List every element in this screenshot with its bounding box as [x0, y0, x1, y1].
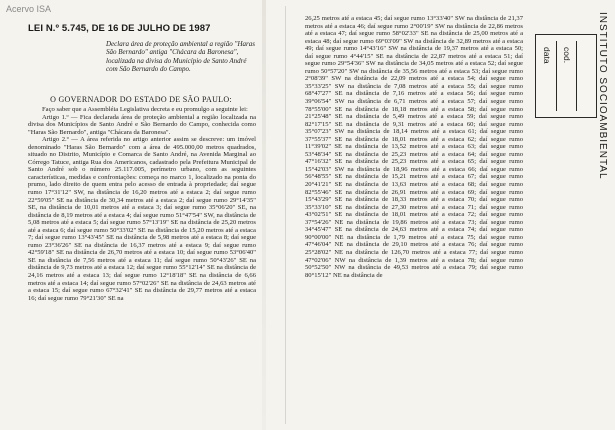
- intro-paragraph: Faço saber que a Assembléia Legislativa decreta e eu promulgo a seguinte lei:: [42, 106, 248, 113]
- column-divider: [285, 6, 286, 424]
- archive-record-box: [535, 34, 597, 118]
- governor-heading: O GOVERNADOR DO ESTADO DE SÃO PAULO:: [50, 95, 232, 104]
- record-code-label: cod.: [562, 47, 572, 64]
- right-column: [305, 15, 523, 428]
- watermark-text: Acervo ISA: [6, 4, 52, 14]
- article-1: Artigo 1.º — Fica declarada área de proteção ambiental a região localizada na divisa dos Municípios de Santo André e São Bernardo do Campo, conhecida como "Haras São Bernardo", antiga "Chácara da Baronesa".: [28, 113, 256, 136]
- record-box-line: [556, 41, 557, 111]
- left-column: [28, 106, 256, 426]
- institute-name: INSTITUTO SOCIOAMBIENTAL: [597, 12, 608, 180]
- record-box-line: [576, 41, 577, 111]
- record-date-label: data: [542, 47, 552, 64]
- law-title: LEI N.º 5.745, DE 16 DE JULHO DE 1987: [28, 23, 211, 34]
- law-summary: Declara área de proteção ambiental a região "Haras São Bernardo" antiga "Chácara da Baronesa", localizada na divisa do Município de Santo André com São Bernardo do Campo.: [106, 40, 255, 74]
- article-2-continuation: 26,25 metros até a estaca 45; daí segue rumo 13°33'40" SW na distância de 21,37 metros até a estaca 46; daí segue rumo 2°00'19" SW na distância de 22,86 metros até a estaca 47; daí segue rumo 58°02'33" SE na distância de 25,00 metros até a estaca 48; daí segue rumo 69°03'09" SW na distância de 32,89 metros até a estaca 49; daí segue rumo 14°43'16" SW na distância de 19,37 metros até a estaca 50; daí segue rumo 4°44'15" SE na distância de 22,87 metros até a estaca 51; daí segue rumo 29°54'36" SW na distância de 34,05 metros até a estaca 52; daí segue rumo 50°57'20" SW na distância de 35,56 metros até a estaca 53; daí segue rumo 2°08'39" SW na distância de 22,09 metros até a estaca 54; daí segue rumo 35°33'25" SW na distância de 7,08 metros até a estaca 55; daí segue rumo 68°47'27" SE na distância de 7,16 metros até a estaca 56; daí segue rumo 39°06'54" SW na distância de 6,71 metros até a estaca 57; daí segue rumo 78°55'00" SE na distância de 18,18 metros até a estaca 58; daí segue rumo 21°25'48" SE na distância de 5,49 metros até a estaca 59; daí segue rumo 82°17'15" SE na distância de 9,31 metros até a estaca 60; daí segue rumo 35°07'23" SW na distância de 18,14 metros até a estaca 61; daí segue rumo 37°55'37" SE na distância de 18,01 metros até a estaca 62; daí segue rumo 11°39'02" SE na distância de 13,52 metros até a estaca 63; daí segue rumo 53°48'34" SE na distância de 25,23 metros até a estaca 64; daí segue rumo 47°16'32" SE na distância de 25,23 metros até a estaca 65; daí segue rumo 15°42'03" SW na distância de 18,96 metros até a estaca 66; daí segue rumo 56°48'55" SE na distância de 15,21 metros até a estaca 67; daí segue rumo 20°41'21" SE na distância de 13,63 metros até a estaca 68; daí segue rumo 82°55'46" SE na distância de 26,91 metros até a estaca 69; daí segue rumo 15°43'29" SE na distância de 18,33 metros até a estaca 70; daí segue rumo 35°33'10" SE na distância de 27,30 metros até a estaca 71; daí segue rumo 43°02'51" SE na distância de 18,01 metros até a estaca 72; daí segue rumo 37°54'26" NE na distância de 19,86 metros até a estaca 73; daí segue rumo 34°45'47" SE na distância de 24,63 metros até a estaca 74; daí segue rumo 90°00'00" NE na distância de 1,79 metros até a estaca 75; daí segue rumo 47°46'04" NE na distância de 29,10 metros até a estaca 76; daí segue rumo 25°28'02" NE na distância de 126,70 metros até a estaca 77; daí segue rumo 47°02'06" NW na distância de 1,39 metros até a estaca 78; daí segue rumo 50°52'50" NW na distância de 49,53 metros até a estaca 79; daí segue rumo 80°15'12" NE na distância de: [305, 15, 523, 279]
- page-fold: [262, 0, 266, 430]
- article-2: Artigo 2.º — A área referida no artigo anterior assim se descreve: um imóvel denominado "Haras São Bernardo" com a área de 495.000,00 metros quadrados, situado no Distrito, Município e Comarca de Santo André, na Avenida Marginal ao Córrego Tatuce, antiga Rua dos Americanos, cadastrado pela Prefeitura Municipal de Santo André sob o número 25.117.005, perímetro urbano, com as seguintes características, medidas e confrontações: começa no marco 1, localizado na ponta do prumo, lado direito de quem entra pelo acesso de entrada à propriedade; daí segue rumo 17°31'12" SW, na distância de 16,20 metros até a estaca 2; daí segue rumo 22°59'05" SE na distância de 30,34 metros até a estaca 2; daí segue rumo 29°14'35" SE, na distância de 10,01 metros até a estaca 3; daí segue rumo 35°06'20" SE, na distância de 8,19 metros até a estaca 4; daí segue rumo 51°47'54" SW, na distância de 5,08 metros até a estaca 5; daí segue rumo 57°13'19" SE na distância de 25,20 metros até a estaca 6; daí segue rumo 50°33'02" SE na distância de 15,20 metros até a estaca 7; daí segue rumo 13°43'45" SE na distância de 5,98 metros até a estaca 8; daí segue rumo 23°36'26" SE na distância de 16,37 metros até a estaca 9; daí segue rumo 42°59'18" SE na distância de 26,70 metros até a estaca 10; daí segue rumo 53°06'40" SE na distância de 7,56 metros até a estaca 11; daí segue rumo 50°43'26" SE na distância de 9,73 metros até a estaca 12; daí segue rumo 55°12'14" SE na distância de 24,16 metros até a estaca 13; daí segue rumo 12°18'18" SE na distância de 6,66 metros até a estaca 14; daí segue rumo 57°02'26" SE na distância de 24,63 metros até a estaca 15; daí segue rumo 67°32'41" SE na distância de 29,77 metros até a estaca 16; daí segue rumo 79°21'30" SE na: [28, 136, 256, 302]
